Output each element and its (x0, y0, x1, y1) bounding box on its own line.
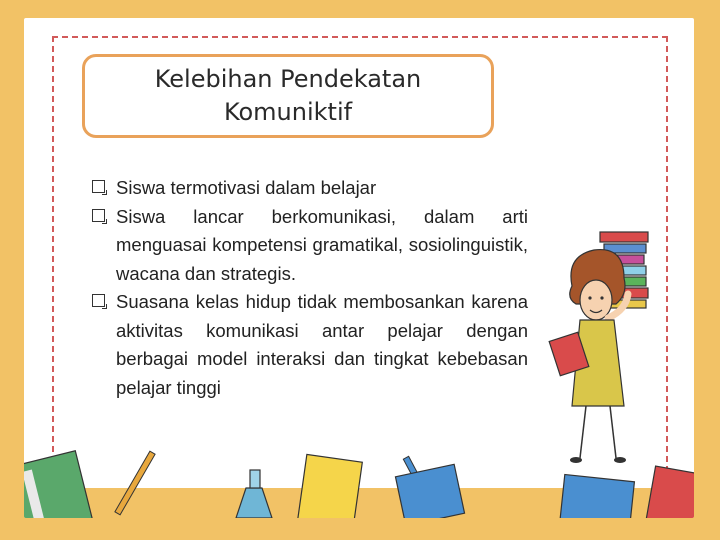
bullet-text: Siswa lancar berkomunikasi, dalam arti menguasai kompetensi gramatikal, sosiolinguistik, wacana dan strategis. (116, 205, 528, 284)
bullet-text: Siswa termotivasi dalam belajar (116, 177, 377, 198)
title-line-2: Komuniktif (223, 98, 353, 126)
bullet-text: Suasana kelas hidup tidak membosankan karena aktivitas komunikasi antar pelajar dengan berbagai model interaksi dan tingkat kebebasan pelajar tinggi (116, 291, 528, 398)
stationery-decoration-icon (24, 18, 694, 518)
title-line-1: Kelebihan Pendekatan (154, 65, 422, 93)
slide-card (24, 18, 694, 518)
